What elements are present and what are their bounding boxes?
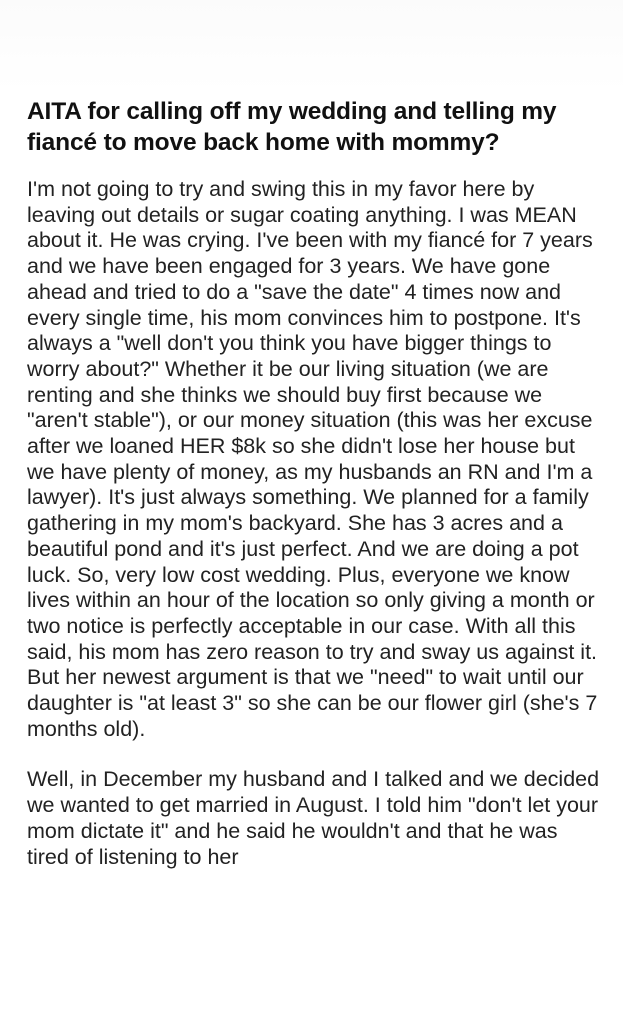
top-faded-area (0, 0, 623, 92)
post-title: AITA for calling off my wedding and telling my fiancé to move back home with mommy? (27, 98, 557, 156)
post-paragraph-1: I'm not going to try and swing this in my favor here by leaving out details or sugar coating anything. I was MEAN about it. He was crying. I've been with my fiancé for 7 years and we have been engaged for 3 years. We have gone ahead and tried to do a "save the date" 4 times now and every single time, his mom convinces him to postpone. It's always a "well don't you think you have bigger things to worry about?" Whether it be our living situation (we are renting and she thinks we should buy first because we "aren't stable"), or our money situation (this was her excuse after we loaned HER $8k so she didn't lose her house but we have plenty of money, as my husbands an RN and I'm a lawyer). It's just always something. We planned for a family gathering in my mom's backyard. She has 3 acres and a beautiful pond and it's just perfect. And we are doing a pot luck. So, very low cost wedding. Plus, everyone we know lives within an hour of the location so only giving a month or two notice is perfectly acceptable in our case. With all this said, his mom has zero reason to try and sway us against it. But her newest argument is that we "need" to wait until our daughter is "at least 3" so she can be our flower girl (she's 7 months old). (27, 177, 598, 741)
post-card (27, 96, 602, 870)
post-paragraph-2: Well, in December my husband and I talked and we decided we wanted to get married in August. I told him "don't let your mom dictate it" and he said he wouldn't and that he was tired of listening to her (27, 767, 600, 869)
post-body (27, 177, 602, 870)
